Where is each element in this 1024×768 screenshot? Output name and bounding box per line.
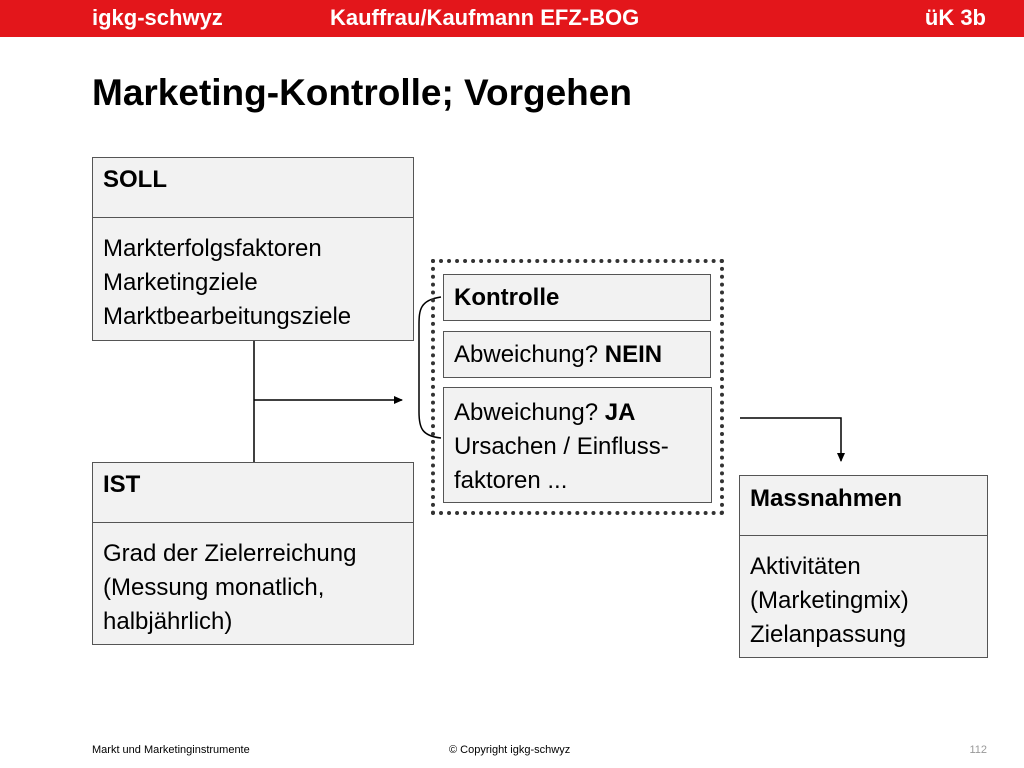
soll-line: Marketingziele: [103, 269, 258, 296]
massnahmen-body: [740, 536, 987, 652]
abweichung-ja-line: [454, 396, 701, 430]
massnahmen-box: [739, 475, 988, 658]
soll-box: [92, 157, 414, 341]
abweichung-nein-box: [443, 331, 711, 378]
massnahmen-line: Aktivitäten: [750, 553, 861, 580]
ursachen-line: Ursachen / Einfluss-: [454, 433, 669, 460]
abweichung-nein-answer: NEIN: [604, 341, 663, 368]
header-module: üK 3b: [924, 5, 986, 30]
abweichung-ja-question: Abweichung?: [454, 399, 605, 426]
ist-body: [93, 523, 413, 639]
ist-line: (Messung monatlich,: [103, 574, 325, 601]
soll-line: Markterfolgsfaktoren: [103, 235, 322, 262]
footer-copyright: © Copyright igkg-schwyz: [449, 744, 571, 756]
ist-box: [92, 462, 414, 645]
ist-heading: IST: [93, 463, 413, 523]
abweichung-ja-box: [443, 387, 712, 503]
soll-line: Marktbearbeitungsziele: [103, 303, 352, 330]
page-title: Marketing-Kontrolle; Vorgehen: [92, 72, 632, 113]
header-course: Kauffrau/Kaufmann EFZ-BOG: [330, 5, 640, 30]
soll-heading: SOLL: [93, 158, 413, 218]
massnahmen-line: Zielanpassung: [750, 621, 907, 648]
abweichung-nein-question: Abweichung?: [454, 341, 605, 368]
kontrolle-box: Kontrolle: [443, 274, 711, 321]
ist-line: halbjährlich): [103, 608, 233, 635]
to-massnahmen-arrow: [740, 418, 841, 461]
header-org: igkg-schwyz: [92, 5, 223, 30]
abweichung-ja-answer: JA: [604, 399, 636, 426]
page-number: 112: [969, 744, 987, 756]
ursachen-line: faktoren ...: [454, 467, 568, 494]
massnahmen-heading: Massnahmen: [740, 476, 987, 536]
massnahmen-line: (Marketingmix): [750, 587, 909, 614]
soll-body: [93, 218, 413, 334]
footer-topic: Markt und Marketinginstrumente: [92, 744, 250, 756]
ist-line: Grad der Zielerreichung: [103, 540, 357, 567]
